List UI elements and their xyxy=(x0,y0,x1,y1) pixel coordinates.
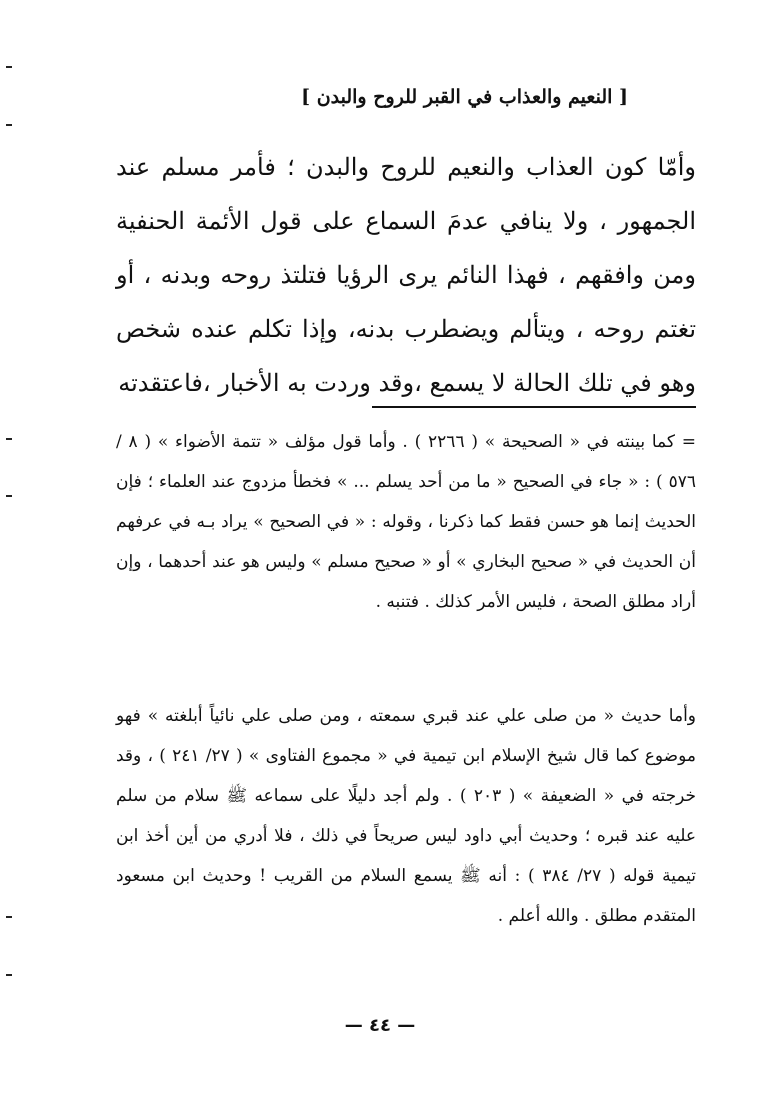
footnote-separator xyxy=(372,406,696,408)
margin-mark xyxy=(6,66,12,68)
footnote-block-1 xyxy=(116,422,696,622)
margin-mark xyxy=(6,974,12,976)
main-body-text xyxy=(116,140,696,410)
main-paragraph: وأمّا كون العذاب والنعيم للروح والبدن ؛ فأمر مسلم عند الجمهور ، ولا ينافي عدمَ السماع على قول الأئمة الحنفية ومن وافقهم ، فهذا النائم يرى الرؤيا فتلتذ روحه وبدنه ، أو تغتم روحه ، ويتألم ويضطرب بدنه، وإذا تكلم عنده شخص وهو في تلك الحالة لا يسمع ،وقد وردت به الأخبار ،فاعتقدته xyxy=(116,153,697,397)
margin-mark xyxy=(6,438,12,440)
margin-mark xyxy=(6,124,12,126)
page-number: — ٤٤ — xyxy=(344,1015,416,1036)
footnote-paragraph: = كما بينته في « الصحيحة » ( ٢٢٦٦ ) . وأما قول مؤلف « تتمة الأضواء » ( ٨ / ٥٧٦ ) : « جاء في الصحيح « ما من أحد يسلم ... » فخطأ مزدوج عند العلماء ؛ فإن الحديث إنما هو حسن فقط كما ذكرنا ، وقوله : « في الصحيح » يراد بـه في عرفهم أن الحديث في « صحيح البخاري » أو « صحيح مسلم » وليس هو عند أحدهما ، وإن أراد مطلق الصحة ، فليس الأمر كذلك . فتنبه . xyxy=(116,432,696,612)
section-heading: [ النعيم والعذاب في القبر للروح والبدن ] xyxy=(301,86,628,108)
footnote-block-2 xyxy=(116,696,696,936)
margin-mark xyxy=(6,495,12,497)
footnote-paragraph: وأما حديث « من صلى علي عند قبري سمعته ، ومن صلى علي نائياً أبلغته » فهو موضوع كما قال شيخ الإسلام ابن تيمية في « مجموع الفتاوى » ( ٢٧/ ٢٤١ ) ، وقد خرجته في « الضعيفة » ( ٢٠٣ ) . ولم أجد دليلًا على سماعه ﷺ سلام من سلم عليه عند قبره ؛ وحديث أبي داود ليس صريحاً في ذلك ، فلا أدري من أين أخذ ابن تيمية قوله ( ٢٧/ ٣٨٤ ) : أنه ﷺ يسمع السلام من القريب ! وحديث ابن مسعود المتقدم مطلق . والله أعلم . xyxy=(116,706,697,926)
margin-mark xyxy=(6,916,12,918)
